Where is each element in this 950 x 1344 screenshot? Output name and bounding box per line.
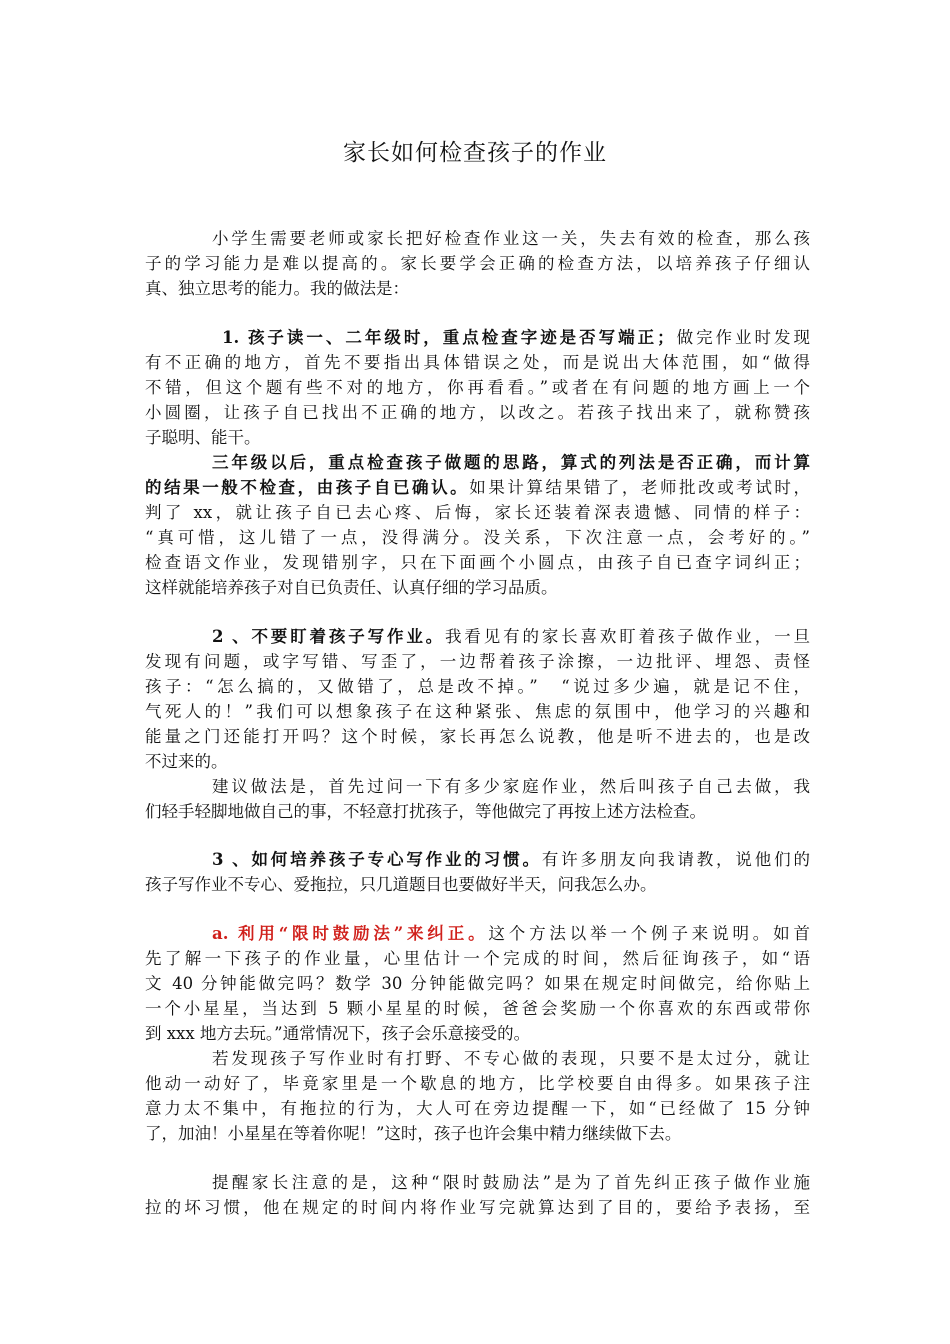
page-title: 家长如何检查孩子的作业 [343,140,607,166]
section-1-line-1: 1. 孩子读一、二年级时，重点检查字迹是否写端正；做完作业时发现 [222,328,810,347]
section-1b-line-2: 的结果一般不检查，由孩子自已确认。如果计算结果错了，老师批改或考试时， [145,478,811,497]
section-1b-line-4: “真可惜，这儿错了一点，没得满分。没关系，下次注意一点，会考好的。” [145,528,810,547]
section-1-line-5: 子聪明、能干。 [145,428,261,447]
section-a-line-3: 文 40 分钟能做完吗？数学 30 分钟能做完吗？如果在规定时间做完，给你贴上 [145,974,810,993]
section-2-line-4: 气死人的！”我们可以想象孩子在这种紧张、焦虑的氛围中，他学习的兴趣和 [145,702,810,721]
section-a-line-5: 到 xxx 地方去玩。”通常情况下，孩子会乐意接受的。 [145,1024,531,1043]
section-2-line-3: 孩子：“怎么搞的，又做错了，总是改不掉。” “说过多少遍，就是记不住， [145,677,810,696]
section-1-heading: 1. 孩子读一、二年级时，重点检查字迹是否写端正； [222,328,674,347]
section-2-para2-line-2: 们轻手轻脚地做自己的事，不轻意打扰孩子，等他做完了再按上述方法检查。 [145,802,706,821]
section-1-line-2: 有不正确的地方，首先不要指出具体错误之处，而是说出大体范围，如“做得 [145,353,810,372]
section-2-para2-line-1: 建议做法是，首先过问一下有多少家庭作业，然后叫孩子自己去做，我 [212,777,810,796]
section-a-para2-line-4: 了，加油！小星星在等着你呢！”这时，孩子也许会集中精力继续做下去。 [145,1124,682,1143]
tail-line-1: 提醒家长注意的是，这种“限时鼓励法”是为了首先纠正孩子做作业施 [212,1173,810,1192]
section-a-para2-line-1: 若发现孩子写作业时有打野、不专心做的表现，只要不是太过分，就让 [212,1049,810,1068]
intro-line-1: 小学生需要老师或家长把好检查作业这一关，失去有效的检查，那么孩 [212,229,810,248]
section-1b-line-6: 这样就能培养孩子对自已负责任、认真仔细的学习品质。 [145,578,558,597]
tail-line-2: 拉的坏习惯，他在规定的时间内将作业写完就算达到了目的，要给予表扬，至 [145,1198,810,1217]
section-3-heading: 3 、如何培养孩子专心写作业的习惯。 [212,850,542,869]
section-1-line-3: 不错，但这个题有些不对的地方，你再看看。”或者在有问题的地方画上一个 [145,378,810,397]
section-1b-line-3: 判了 xx，就让孩子自已去心疼、后悔，家长还装着深表遗憾、同情的样子： [145,503,810,522]
section-2-line-2: 发现有问题，或字写错、写歪了，一边帮着孩子涂擦，一边批评、埋怨、责怪 [145,652,810,671]
section-a-heading: a. 利用“限时鼓励法”来纠正。 [212,924,489,943]
section-2-line-6: 不过来的。 [145,752,228,771]
section-3-line-1: 3 、如何培养孩子专心写作业的习惯。有许多朋友向我请教，说他们的 [212,850,810,869]
section-a-line-4: 一个小星星，当达到 5 颗小星星的时候，爸爸会奖励一个你喜欢的东西或带你 [145,999,810,1018]
section-2-line-5: 能量之门还能打开吗？这个时候，家长再怎么说教，他是听不进去的，也是改 [145,727,810,746]
intro-line-2: 子的学习能力是难以提高的。家长要学会正确的检查方法，以培养孩子仔细认 [145,254,810,273]
section-1b-line-5: 检查语文作业，发现错别字，只在下面画个小圆点，由孩子自已查字词纠正； [145,553,810,572]
section-1b-line-1: 三年级以后，重点检查孩子做题的思路，算式的列法是否正确，而计算 [212,453,810,472]
intro-line-3: 真、独立思考的能力。我的做法是： [145,279,409,298]
section-3-line-2: 孩子写作业不专心、爱拖拉，只几道题目也要做好半天，问我怎么办。 [145,875,657,894]
section-a-para2-line-3: 意力太不集中，有拖拉的行为，大人可在旁边提醒一下，如“已经做了 15 分钟 [145,1099,810,1118]
section-2-heading: 2 、不要盯着孩子写作业。 [212,627,446,646]
section-a-line-1: a. 利用“限时鼓励法”来纠正。这个方法以举一个例子来说明。如首 [212,924,810,943]
section-1-line-4: 小圆圈，让孩子自已找出不正确的地方，以改之。若孩子找出来了，就称赞孩 [145,403,810,422]
section-2-line-1: 2 、不要盯着孩子写作业。我看见有的家长喜欢盯着孩子做作业，一旦 [212,627,810,646]
section-a-para2-line-2: 他动一动好了，毕竟家里是一个歇息的地方，比学校要自由得多。如果孩子注 [145,1074,810,1093]
section-a-line-2: 先了解一下孩子的作业量，心里估计一个完成的时间，然后征询孩子，如“语 [145,949,810,968]
